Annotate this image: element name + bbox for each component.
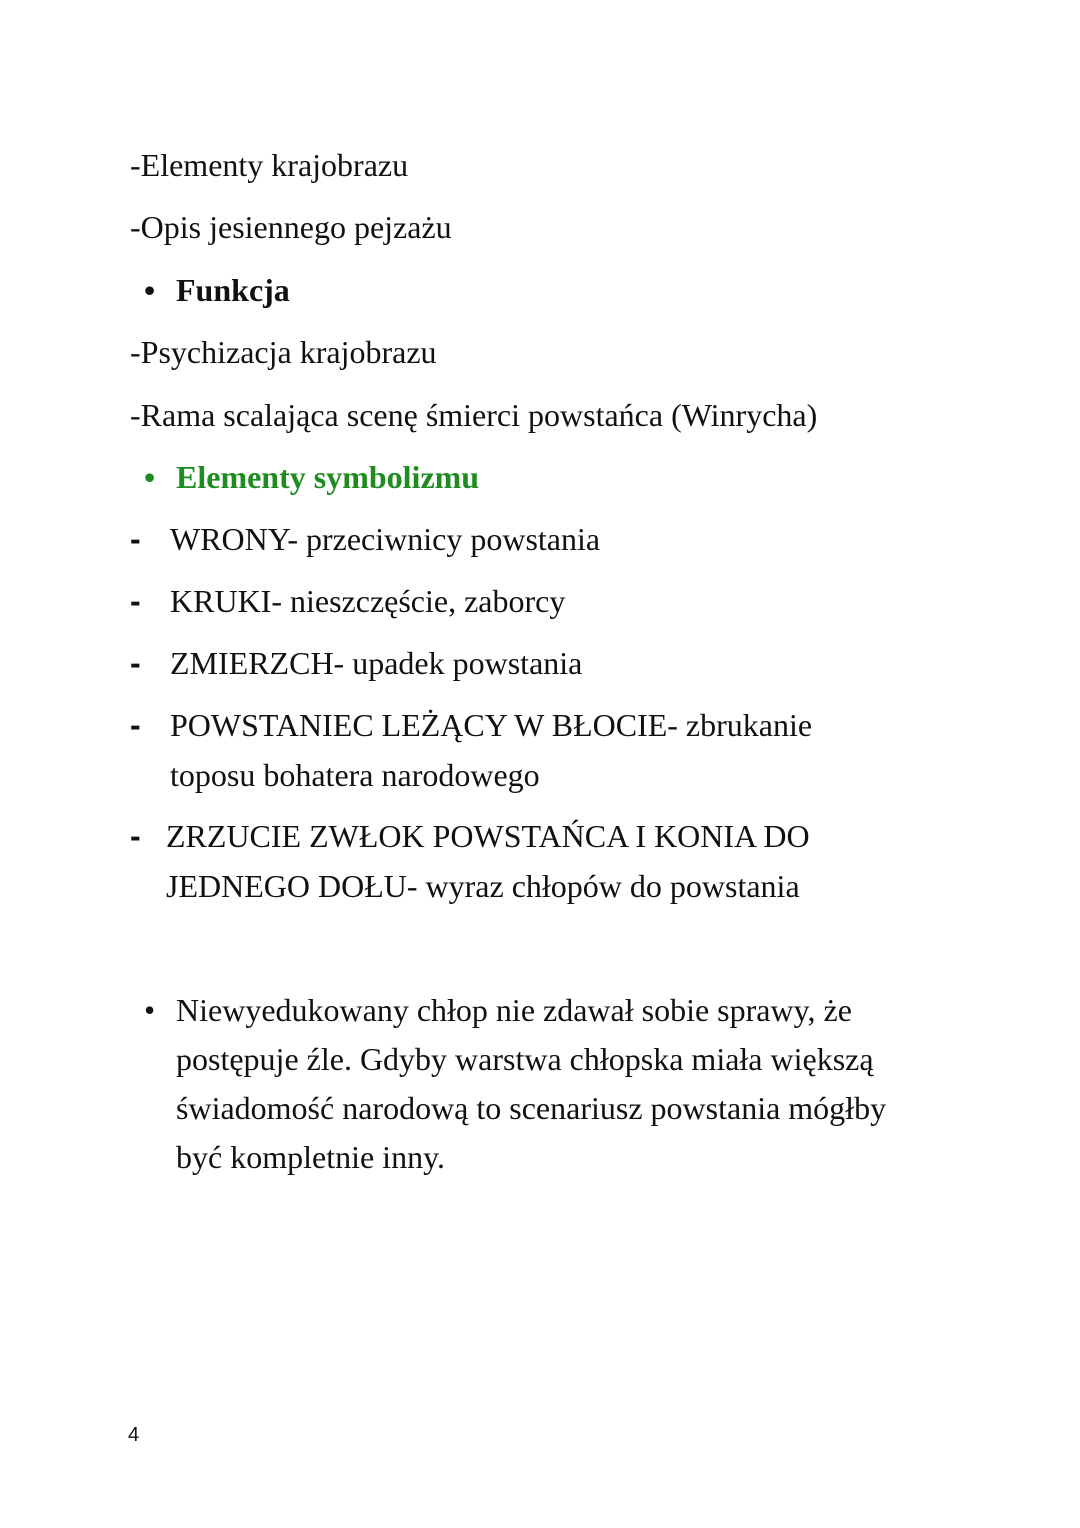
text-line-elementy-krajobrazu: -Elementy krajobrazu [130, 147, 409, 183]
text-line-psychizacja: -Psychizacja krajobrazu [130, 334, 437, 370]
dash-icon: - [130, 645, 141, 681]
bullet-icon: • [144, 272, 156, 308]
heading-funkcja [144, 265, 290, 315]
symbol-meaning: wyraz chłopów do powstania [417, 868, 800, 904]
symbol-term: ZRZUCIE ZWŁOK POWSTAŃCA I KONIA DO JEDNEGO DOŁU- [166, 818, 810, 904]
symbol-meaning: zbrukanie toposu bohatera narodowego [170, 707, 813, 793]
conclusion-text: Niewyedukowany chłop nie zdawał sobie sprawy, że postępuje źle. Gdyby warstwa chłopska miała większą świadomość narodową to scenariusz powstania mógłby być kompletnie inny. [176, 992, 887, 1175]
text-line-opis-pejzazu: -Opis jesiennego pejzażu [130, 209, 452, 245]
symbol-term: POWSTANIEC LEŻĄCY W BŁOCIE- [170, 707, 678, 743]
dash-icon: - [130, 707, 141, 743]
page-number: 4 [128, 1424, 140, 1446]
heading-elementy-symbolizmu [144, 452, 479, 502]
bullet-icon: • [144, 459, 156, 495]
dash-icon: - [130, 583, 141, 619]
dash-icon: - [130, 818, 141, 854]
symbol-term: WRONY- [170, 521, 298, 557]
symbol-term: KRUKI- [170, 583, 282, 619]
heading-funkcja-label: Funkcja [176, 272, 290, 308]
bullet-icon: • [144, 992, 156, 1028]
conclusion-paragraph [144, 986, 936, 1182]
symbol-meaning: przeciwnicy powstania [297, 521, 601, 557]
heading-symbolism-label: Elementy symbolizmu [176, 459, 480, 495]
dash-icon: - [130, 521, 141, 557]
symbol-meaning: upadek powstania [344, 645, 583, 681]
symbol-term: ZMIERZCH- [170, 645, 345, 681]
symbol-meaning: nieszczęście, zaborcy [281, 583, 566, 619]
text-line-rama: -Rama scalająca scenę śmierci powstańca (Winrycha) [130, 397, 818, 433]
